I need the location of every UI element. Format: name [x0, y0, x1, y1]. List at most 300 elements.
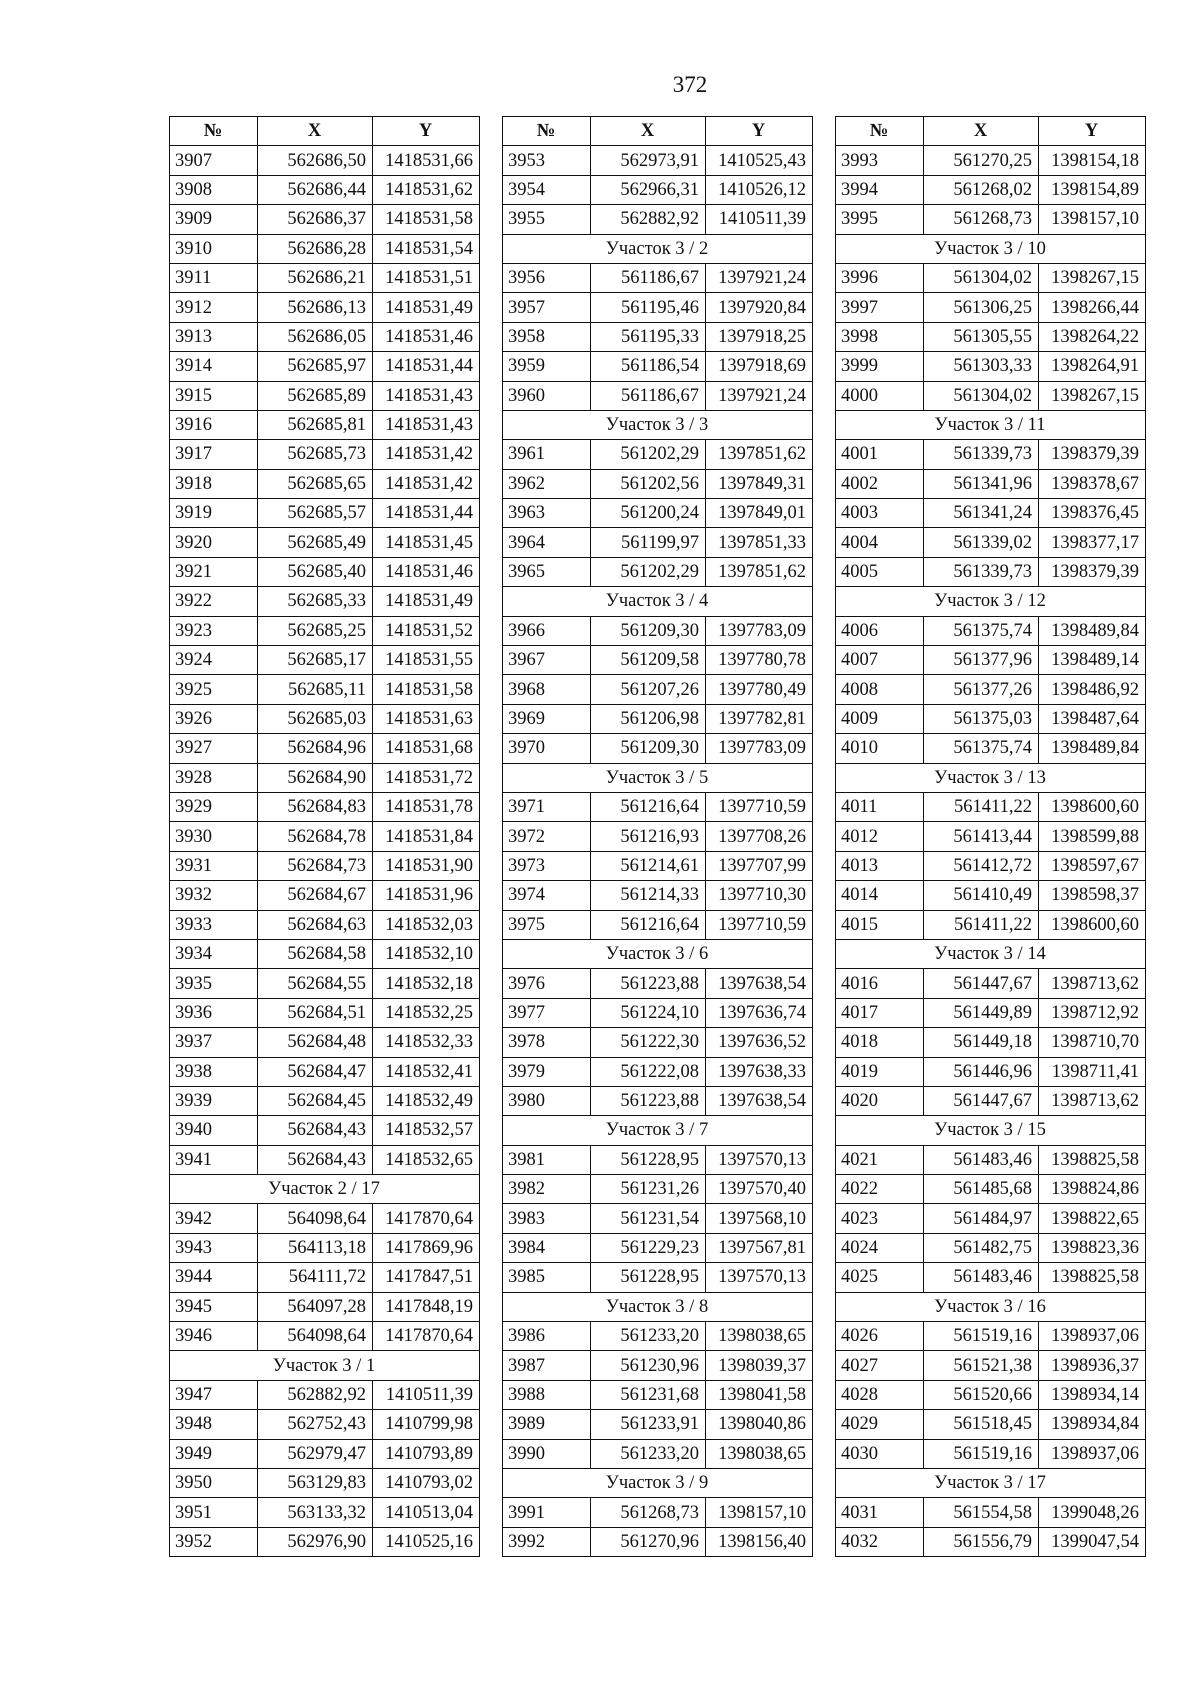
- table-row: [170, 734, 480, 763]
- table-row: [503, 205, 813, 234]
- x-coordinate: 562882,92: [258, 1380, 373, 1409]
- y-coordinate: 1398937,06: [1039, 1322, 1146, 1351]
- x-coordinate: 561483,46: [924, 1145, 1039, 1174]
- point-number: 4017: [836, 998, 924, 1027]
- x-coordinate: 561209,58: [591, 646, 706, 675]
- y-coordinate: 1397570,13: [706, 1263, 813, 1292]
- point-number: 3955: [503, 205, 591, 234]
- header-y: Y: [1039, 117, 1146, 146]
- table-row: [170, 1439, 480, 1468]
- point-number: 4014: [836, 881, 924, 910]
- table-row: [170, 205, 480, 234]
- x-coordinate: 562684,96: [258, 734, 373, 763]
- point-number: 3970: [503, 734, 591, 763]
- table-row: [170, 1263, 480, 1292]
- x-coordinate: 561446,96: [924, 1057, 1039, 1086]
- header-x: X: [258, 117, 373, 146]
- point-number: 3907: [170, 146, 258, 175]
- x-coordinate: 562684,45: [258, 1086, 373, 1115]
- x-coordinate: 562686,13: [258, 293, 373, 322]
- y-coordinate: 1418531,42: [373, 440, 480, 469]
- table-row: [503, 1175, 813, 1204]
- section-title: Участок 2 / 17: [170, 1175, 480, 1204]
- section-row: [503, 587, 813, 616]
- header-number: №: [170, 117, 258, 146]
- y-coordinate: 1418531,52: [373, 616, 480, 645]
- point-number: 4018: [836, 1028, 924, 1057]
- x-coordinate: 561270,25: [924, 146, 1039, 175]
- section-row: [503, 1468, 813, 1497]
- y-coordinate: 1410513,04: [373, 1498, 480, 1527]
- y-coordinate: 1418531,42: [373, 469, 480, 498]
- table-row: [503, 792, 813, 821]
- table-row: [503, 146, 813, 175]
- point-number: 3995: [836, 205, 924, 234]
- table-row: [836, 822, 1146, 851]
- table-row: [503, 851, 813, 880]
- x-coordinate: 561339,73: [924, 557, 1039, 586]
- y-coordinate: 1397568,10: [706, 1204, 813, 1233]
- table-row: [170, 1322, 480, 1351]
- x-coordinate: 561520,66: [924, 1380, 1039, 1409]
- point-number: 3963: [503, 499, 591, 528]
- point-number: 4015: [836, 910, 924, 939]
- section-title: Участок 3 / 7: [503, 1116, 813, 1145]
- y-coordinate: 1397707,99: [706, 851, 813, 880]
- x-coordinate: 561199,97: [591, 528, 706, 557]
- section-title: Участок 3 / 13: [836, 763, 1146, 792]
- x-coordinate: 561485,68: [924, 1175, 1039, 1204]
- section-row: [503, 410, 813, 439]
- header-y: Y: [373, 117, 480, 146]
- x-coordinate: 561412,72: [924, 851, 1039, 880]
- y-coordinate: 1398599,88: [1039, 822, 1146, 851]
- point-number: 4006: [836, 616, 924, 645]
- y-coordinate: 1398264,91: [1039, 352, 1146, 381]
- x-coordinate: 562685,11: [258, 675, 373, 704]
- point-number: 3996: [836, 263, 924, 292]
- point-number: 4031: [836, 1498, 924, 1527]
- x-coordinate: 561447,67: [924, 969, 1039, 998]
- y-coordinate: 1418532,49: [373, 1086, 480, 1115]
- y-coordinate: 1398376,45: [1039, 499, 1146, 528]
- header-row: [170, 117, 480, 146]
- point-number: 3909: [170, 205, 258, 234]
- x-coordinate: 562685,17: [258, 646, 373, 675]
- table-row: [503, 704, 813, 733]
- y-coordinate: 1397570,13: [706, 1145, 813, 1174]
- x-coordinate: 562684,55: [258, 969, 373, 998]
- point-number: 3931: [170, 851, 258, 880]
- table-row: [503, 734, 813, 763]
- point-number: 3941: [170, 1145, 258, 1174]
- y-coordinate: 1417869,96: [373, 1233, 480, 1262]
- y-coordinate: 1418531,43: [373, 410, 480, 439]
- table-row: [503, 1263, 813, 1292]
- point-number: 3929: [170, 792, 258, 821]
- section-row: [836, 1292, 1146, 1321]
- table-row: [836, 1351, 1146, 1380]
- table-row: [503, 1351, 813, 1380]
- table-row: [836, 175, 1146, 204]
- table-row: [836, 969, 1146, 998]
- y-coordinate: 1397780,78: [706, 646, 813, 675]
- point-number: 3980: [503, 1086, 591, 1115]
- point-number: 4016: [836, 969, 924, 998]
- point-number: 3962: [503, 469, 591, 498]
- point-number: 3913: [170, 322, 258, 351]
- x-coordinate: 561447,67: [924, 1086, 1039, 1115]
- x-coordinate: 561230,96: [591, 1351, 706, 1380]
- table-row: [836, 440, 1146, 469]
- x-coordinate: 561233,20: [591, 1439, 706, 1468]
- section-title: Участок 3 / 5: [503, 763, 813, 792]
- x-coordinate: 561377,96: [924, 646, 1039, 675]
- x-coordinate: 562686,50: [258, 146, 373, 175]
- y-coordinate: 1417847,51: [373, 1263, 480, 1292]
- point-number: 3985: [503, 1263, 591, 1292]
- table-row: [503, 440, 813, 469]
- y-coordinate: 1418532,10: [373, 939, 480, 968]
- point-number: 3928: [170, 763, 258, 792]
- x-coordinate: 562684,58: [258, 939, 373, 968]
- x-coordinate: 561200,24: [591, 499, 706, 528]
- table-row: [836, 616, 1146, 645]
- x-coordinate: 561233,20: [591, 1322, 706, 1351]
- coordinates-table-2: [502, 116, 813, 1557]
- table-row: [170, 969, 480, 998]
- y-coordinate: 1398264,22: [1039, 322, 1146, 351]
- table-row: [170, 528, 480, 557]
- x-coordinate: 562684,83: [258, 792, 373, 821]
- table-row: [836, 910, 1146, 939]
- x-coordinate: 561304,02: [924, 263, 1039, 292]
- x-coordinate: 564113,18: [258, 1233, 373, 1262]
- point-number: 3918: [170, 469, 258, 498]
- point-number: 3939: [170, 1086, 258, 1115]
- table-row: [503, 1204, 813, 1233]
- header-y: Y: [706, 117, 813, 146]
- x-coordinate: 561519,16: [924, 1439, 1039, 1468]
- x-coordinate: 562973,91: [591, 146, 706, 175]
- point-number: 3960: [503, 381, 591, 410]
- section-row: [836, 763, 1146, 792]
- point-number: 4004: [836, 528, 924, 557]
- point-number: 3952: [170, 1527, 258, 1556]
- y-coordinate: 1410525,43: [706, 146, 813, 175]
- x-coordinate: 562685,65: [258, 469, 373, 498]
- x-coordinate: 561449,18: [924, 1028, 1039, 1057]
- point-number: 4002: [836, 469, 924, 498]
- x-coordinate: 561207,26: [591, 675, 706, 704]
- point-number: 4001: [836, 440, 924, 469]
- point-number: 3924: [170, 646, 258, 675]
- table-row: [170, 1057, 480, 1086]
- x-coordinate: 562684,43: [258, 1145, 373, 1174]
- section-title: Участок 3 / 8: [503, 1292, 813, 1321]
- table-row: [170, 998, 480, 1027]
- point-number: 3910: [170, 234, 258, 263]
- y-coordinate: 1417848,19: [373, 1292, 480, 1321]
- point-number: 3964: [503, 528, 591, 557]
- table-row: [836, 646, 1146, 675]
- y-coordinate: 1398489,84: [1039, 734, 1146, 763]
- y-coordinate: 1397638,54: [706, 969, 813, 998]
- table-row: [503, 998, 813, 1027]
- y-coordinate: 1399048,26: [1039, 1498, 1146, 1527]
- y-coordinate: 1397920,84: [706, 293, 813, 322]
- x-coordinate: 561186,67: [591, 381, 706, 410]
- point-number: 3949: [170, 1439, 258, 1468]
- point-number: 3921: [170, 557, 258, 586]
- table-row: [170, 792, 480, 821]
- x-coordinate: 561231,68: [591, 1380, 706, 1409]
- y-coordinate: 1410511,39: [706, 205, 813, 234]
- y-coordinate: 1397782,81: [706, 704, 813, 733]
- y-coordinate: 1418531,46: [373, 322, 480, 351]
- table-row: [836, 881, 1146, 910]
- point-number: 3999: [836, 352, 924, 381]
- point-number: 4025: [836, 1263, 924, 1292]
- table-row: [170, 1145, 480, 1174]
- y-coordinate: 1418531,84: [373, 822, 480, 851]
- table-row: [836, 792, 1146, 821]
- table-row: [503, 557, 813, 586]
- x-coordinate: 562684,67: [258, 881, 373, 910]
- y-coordinate: 1397849,01: [706, 499, 813, 528]
- y-coordinate: 1398378,67: [1039, 469, 1146, 498]
- point-number: 3945: [170, 1292, 258, 1321]
- section-row: [503, 939, 813, 968]
- table-row: [503, 1322, 813, 1351]
- y-coordinate: 1418531,46: [373, 557, 480, 586]
- point-number: 3917: [170, 440, 258, 469]
- x-coordinate: 562686,44: [258, 175, 373, 204]
- point-number: 4003: [836, 499, 924, 528]
- point-number: 4010: [836, 734, 924, 763]
- y-coordinate: 1397783,09: [706, 616, 813, 645]
- y-coordinate: 1398157,10: [706, 1498, 813, 1527]
- x-coordinate: 562684,63: [258, 910, 373, 939]
- x-coordinate: 561341,24: [924, 499, 1039, 528]
- x-coordinate: 563129,83: [258, 1468, 373, 1497]
- section-row: [503, 1116, 813, 1145]
- table-row: [836, 1028, 1146, 1057]
- point-number: 3940: [170, 1116, 258, 1145]
- point-number: 4024: [836, 1233, 924, 1262]
- table-row: [503, 1028, 813, 1057]
- point-number: 3936: [170, 998, 258, 1027]
- x-coordinate: 561202,29: [591, 557, 706, 586]
- x-coordinate: 561483,46: [924, 1263, 1039, 1292]
- table-row: [503, 175, 813, 204]
- point-number: 3920: [170, 528, 258, 557]
- y-coordinate: 1418531,54: [373, 234, 480, 263]
- y-coordinate: 1418531,62: [373, 175, 480, 204]
- section-row: [836, 587, 1146, 616]
- x-coordinate: 561216,93: [591, 822, 706, 851]
- point-number: 3930: [170, 822, 258, 851]
- section-title: Участок 3 / 17: [836, 1468, 1146, 1497]
- y-coordinate: 1410511,39: [373, 1380, 480, 1409]
- x-coordinate: 561411,22: [924, 910, 1039, 939]
- y-coordinate: 1398937,06: [1039, 1439, 1146, 1468]
- y-coordinate: 1417870,64: [373, 1322, 480, 1351]
- table-row: [503, 1527, 813, 1556]
- table-row: [503, 822, 813, 851]
- y-coordinate: 1418532,33: [373, 1028, 480, 1057]
- table-row: [170, 499, 480, 528]
- point-number: 3937: [170, 1028, 258, 1057]
- table-row: [503, 263, 813, 292]
- table-row: [170, 1233, 480, 1262]
- x-coordinate: 562685,49: [258, 528, 373, 557]
- section-title: Участок 3 / 9: [503, 1468, 813, 1497]
- table-row: [503, 1057, 813, 1086]
- point-number: 3927: [170, 734, 258, 763]
- table-row: [836, 1263, 1146, 1292]
- point-number: 3948: [170, 1410, 258, 1439]
- y-coordinate: 1410799,98: [373, 1410, 480, 1439]
- table-row: [503, 1498, 813, 1527]
- table-row: [170, 469, 480, 498]
- x-coordinate: 562685,03: [258, 704, 373, 733]
- y-coordinate: 1397710,59: [706, 792, 813, 821]
- table-row: [170, 410, 480, 439]
- y-coordinate: 1418531,49: [373, 293, 480, 322]
- y-coordinate: 1418531,58: [373, 205, 480, 234]
- table-row: [170, 822, 480, 851]
- y-coordinate: 1397708,26: [706, 822, 813, 851]
- table-row: [503, 910, 813, 939]
- table-row: [836, 734, 1146, 763]
- y-coordinate: 1410526,12: [706, 175, 813, 204]
- y-coordinate: 1418531,66: [373, 146, 480, 175]
- point-number: 3979: [503, 1057, 591, 1086]
- x-coordinate: 562685,73: [258, 440, 373, 469]
- table-row: [503, 1380, 813, 1409]
- section-title: Участок 3 / 16: [836, 1292, 1146, 1321]
- point-number: 3973: [503, 851, 591, 880]
- x-coordinate: 562685,97: [258, 352, 373, 381]
- x-coordinate: 561222,08: [591, 1057, 706, 1086]
- y-coordinate: 1397851,62: [706, 557, 813, 586]
- header-number: №: [503, 117, 591, 146]
- table-row: [170, 616, 480, 645]
- point-number: 3998: [836, 322, 924, 351]
- y-coordinate: 1398597,67: [1039, 851, 1146, 880]
- table-row: [836, 1057, 1146, 1086]
- table-row: [503, 528, 813, 557]
- table-row: [170, 322, 480, 351]
- y-coordinate: 1397638,54: [706, 1086, 813, 1115]
- table-row: [836, 499, 1146, 528]
- y-coordinate: 1418531,43: [373, 381, 480, 410]
- x-coordinate: 561186,67: [591, 263, 706, 292]
- y-coordinate: 1398824,86: [1039, 1175, 1146, 1204]
- table-row: [836, 1233, 1146, 1262]
- y-coordinate: 1398154,18: [1039, 146, 1146, 175]
- x-coordinate: 562684,43: [258, 1116, 373, 1145]
- y-coordinate: 1398712,92: [1039, 998, 1146, 1027]
- point-number: 3991: [503, 1498, 591, 1527]
- y-coordinate: 1397567,81: [706, 1233, 813, 1262]
- x-coordinate: 561209,30: [591, 616, 706, 645]
- table-row: [170, 881, 480, 910]
- table-row: [503, 293, 813, 322]
- x-coordinate: 561268,73: [924, 205, 1039, 234]
- table-row: [836, 352, 1146, 381]
- y-coordinate: 1418532,03: [373, 910, 480, 939]
- y-coordinate: 1398489,14: [1039, 646, 1146, 675]
- section-row: [836, 410, 1146, 439]
- x-coordinate: 561521,38: [924, 1351, 1039, 1380]
- y-coordinate: 1397636,52: [706, 1028, 813, 1057]
- section-title: Участок 3 / 2: [503, 234, 813, 263]
- x-coordinate: 562752,43: [258, 1410, 373, 1439]
- point-number: 3938: [170, 1057, 258, 1086]
- section-row: [836, 939, 1146, 968]
- x-coordinate: 562684,90: [258, 763, 373, 792]
- table-row: [170, 440, 480, 469]
- y-coordinate: 1397921,24: [706, 263, 813, 292]
- x-coordinate: 561303,33: [924, 352, 1039, 381]
- table-row: [170, 1468, 480, 1497]
- point-number: 4009: [836, 704, 924, 733]
- table-row: [836, 1086, 1146, 1115]
- point-number: 3944: [170, 1263, 258, 1292]
- point-number: 3988: [503, 1380, 591, 1409]
- x-coordinate: 561377,26: [924, 675, 1039, 704]
- point-number: 3967: [503, 646, 591, 675]
- y-coordinate: 1410525,16: [373, 1527, 480, 1556]
- x-coordinate: 562686,05: [258, 322, 373, 351]
- x-coordinate: 561341,96: [924, 469, 1039, 498]
- y-coordinate: 1397918,69: [706, 352, 813, 381]
- y-coordinate: 1417870,64: [373, 1204, 480, 1233]
- section-title: Участок 3 / 6: [503, 939, 813, 968]
- x-coordinate: 564098,64: [258, 1322, 373, 1351]
- table-row: [170, 763, 480, 792]
- table-row: [170, 234, 480, 263]
- x-coordinate: 561339,73: [924, 440, 1039, 469]
- table-row: [503, 969, 813, 998]
- x-coordinate: 561339,02: [924, 528, 1039, 557]
- x-coordinate: 561202,29: [591, 440, 706, 469]
- page-number: 372: [672, 72, 708, 97]
- point-number: 3914: [170, 352, 258, 381]
- table-row: [170, 263, 480, 292]
- section-row: [170, 1351, 480, 1380]
- table-row: [503, 1233, 813, 1262]
- table-row: [170, 1292, 480, 1321]
- point-number: 3965: [503, 557, 591, 586]
- y-coordinate: 1398487,64: [1039, 704, 1146, 733]
- y-coordinate: 1418531,51: [373, 263, 480, 292]
- x-coordinate: 562686,28: [258, 234, 373, 263]
- y-coordinate: 1418531,45: [373, 528, 480, 557]
- point-number: 3911: [170, 263, 258, 292]
- table-row: [170, 1204, 480, 1233]
- table-row: [836, 322, 1146, 351]
- point-number: 3984: [503, 1233, 591, 1262]
- x-coordinate: 561186,54: [591, 352, 706, 381]
- table-row: [836, 557, 1146, 586]
- table-row: [836, 528, 1146, 557]
- table-row: [170, 1527, 480, 1556]
- point-number: 3983: [503, 1204, 591, 1233]
- point-number: 3935: [170, 969, 258, 998]
